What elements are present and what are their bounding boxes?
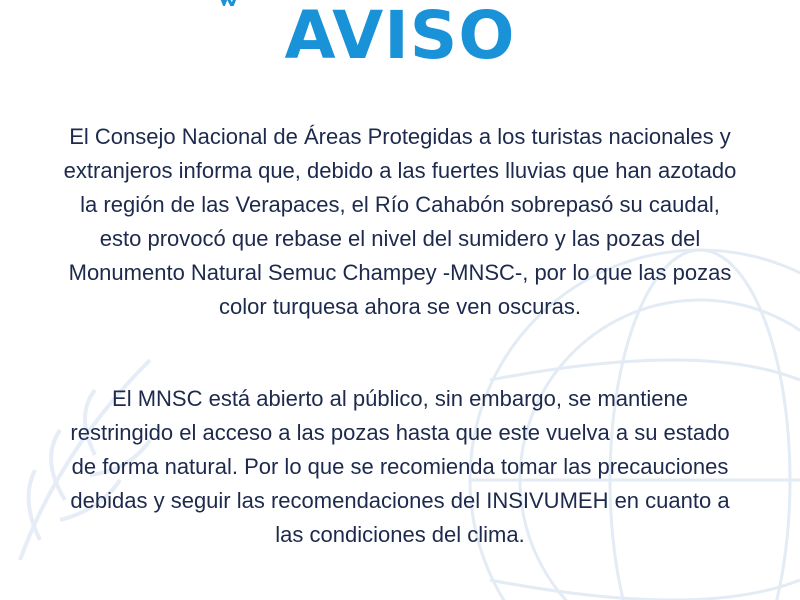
- notice-paragraph-1: El Consejo Nacional de Áreas Protegidas a los turistas nacionales y extranjeros informa que, debido a las fuertes lluvias que han azotado la región de las Verapaces, el Río Cahabón sobrepasó su caudal, esto provocó que rebase el nivel del sumidero y las pozas del Monumento Natural Semuc Champey -MNSC-, por lo que las pozas color turquesa ahora se ven oscuras.: [63, 124, 737, 319]
- notice-title: AVISO: [284, 0, 516, 74]
- notice-paragraph-2: El MNSC está abierto al público, sin embargo, se mantiene restringido el acceso a las pozas hasta que este vuelva a su estado de forma natural. Por lo que se recomienda tomar las precauciones debidas y seguir las recomendaciones del INSIVUMEH en cuanto a las condiciones del clima.: [70, 386, 730, 547]
